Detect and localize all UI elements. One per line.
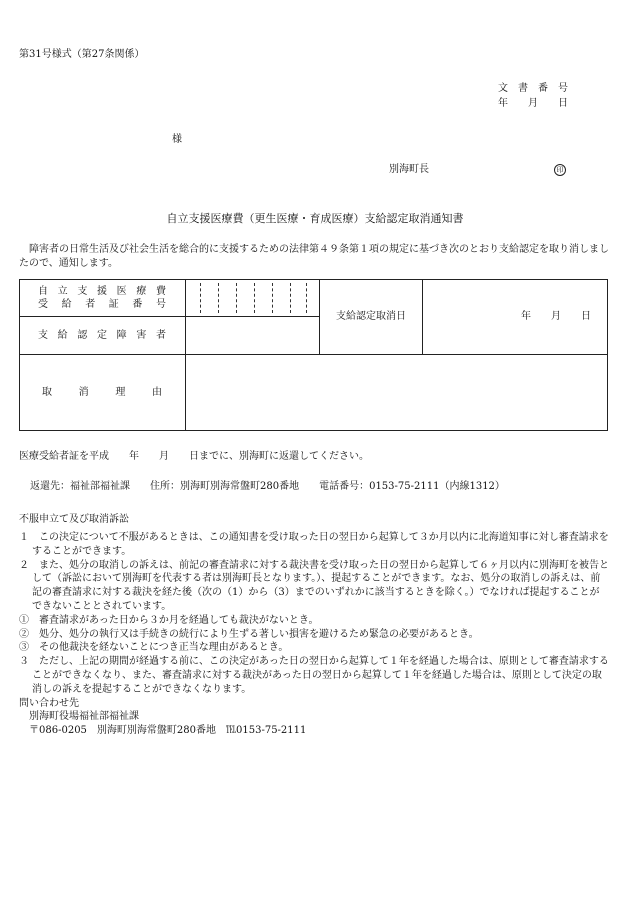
digit-divider [218, 283, 219, 313]
cert-number-field[interactable] [186, 280, 320, 317]
date-label: 年 月 日 [498, 98, 568, 109]
cert-label-line2: 受給者証番号 [38, 299, 167, 310]
person-label: 支給認定障害者 [38, 329, 167, 341]
appeal-item: １ この決定について不服があるときは、この通知書を受け取った日の翌日から起算して３か月以内に北海道知事に対し審査請求をすることができます。 [19, 532, 609, 557]
digit-divider [306, 283, 307, 313]
return-notice: 医療受給者証を平成 年 月 日までに、別海町に返還してください。 [19, 451, 369, 462]
contact-office: 別海町役場福祉部福祉課 [29, 711, 139, 723]
seal-icon: 印 [554, 164, 566, 176]
reason-field[interactable] [186, 355, 608, 431]
seal-mark [554, 163, 566, 177]
condition-item: ② 処分、処分の執行又は手続きの続行により生ずる著しい損害を避けるため緊急の必要があるとき。 [19, 628, 479, 640]
person-field[interactable] [186, 317, 320, 355]
issuer-name: 別海町長 [389, 164, 429, 175]
contact-heading: 問い合わせ先 [19, 697, 79, 709]
appeal-list [19, 531, 609, 738]
appeal-heading: 不服申立て及び取消訴訟 [19, 514, 129, 525]
return-address: 返還先：福祉部福祉課 住所：別海町別海常盤町280番地 電話番号：0153-75-2111（内線1312） [30, 481, 505, 492]
appeal-item: ２ また、処分の取消しの訴えは、前記の審査請求に対する裁決書を受け取った日の翌日から起算して６ヶ月以内に別海町を被告として（訴訟において別海町を代表する者は別海町長となります。）、提起することができます。なお、処分の取消しの訴えは、前記の審査請求に対する裁決を経た後（次の（1）から（3）までのいずれかに該当するときを除く。）でなければ提起することができないこととされています。 [19, 559, 609, 612]
digit-divider [272, 283, 273, 313]
cancel-date-label: 支給認定取消日 [320, 280, 423, 355]
document-number-label: 文 書 番 号 [498, 83, 568, 94]
condition-item: ③ その他裁決を経ないことにつき正当な理由があるとき。 [19, 642, 289, 654]
form-number: 第31号様式（第27条関係） [19, 49, 145, 60]
page-title: 自立支援医療費（更生医療・育成医療）支給認定取消通知書 [166, 212, 464, 225]
reason-label-cell [20, 355, 186, 431]
reason-label: 取消理由 [42, 386, 163, 398]
condition-item: ① 審査請求があった日から３か月を経過しても裁決がないとき。 [19, 614, 319, 626]
digit-divider [236, 283, 237, 313]
contact-address: 〒086-0205 別海町別海常盤町280番地 ℡0153-75-2111 [29, 725, 307, 737]
digit-divider [200, 283, 201, 313]
cert-label-line1: 自立支援医療費 [38, 285, 167, 297]
person-label-cell [20, 317, 186, 355]
appeal-item: ３ ただし、上記の期間が経過する前に、この決定があった日の翌日から起算して１年を経過した場合は、原則として審査請求することができなくなり、また、審査請求に対する裁決があった日の翌日から起算して１年を経過した場合は、原則として決定の取消しの訴えを提起することができなくなります。 [19, 656, 609, 695]
cert-number-label-cell [20, 280, 186, 317]
cancel-date-value[interactable]: 年 月 日 [423, 280, 608, 355]
digit-divider [254, 283, 255, 313]
recipient-suffix: 様 [172, 134, 182, 145]
certificate-table [19, 279, 608, 431]
intro-text: 障害者の日常生活及び社会生活を総合的に支援するための法律第４９条第１項の規定に基づき次のとおり支給認定を取り消しましたので、通知します。 [19, 244, 609, 269]
digit-divider [290, 283, 291, 313]
